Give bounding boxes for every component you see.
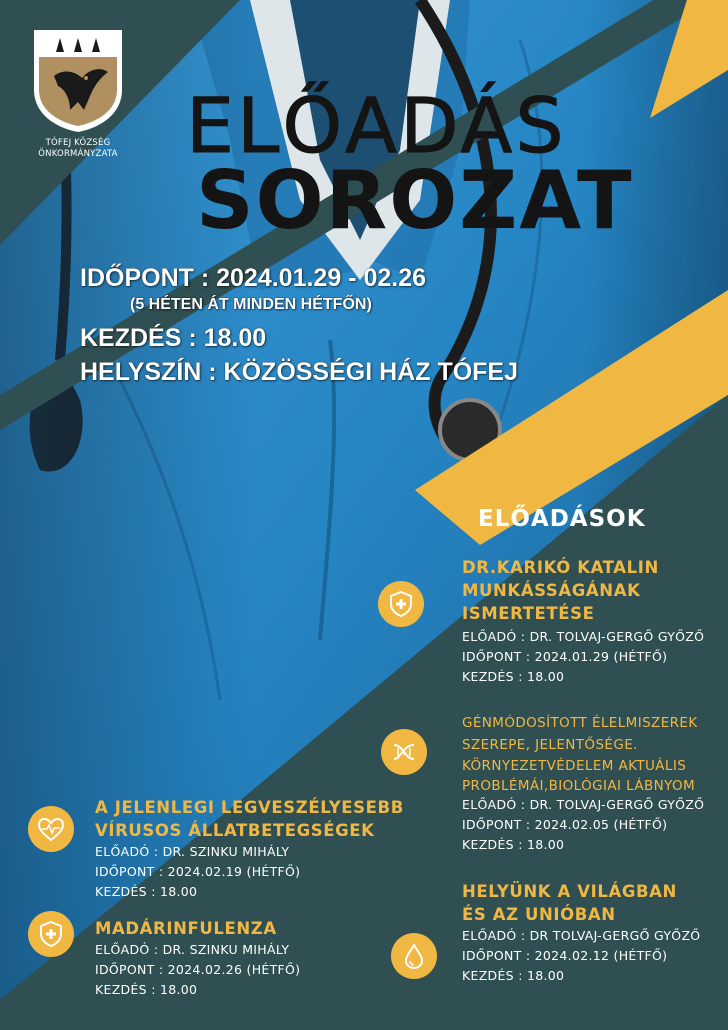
- lecture-2-start: KEZDÉS : 18.00: [462, 837, 565, 852]
- logo-caption-line2: ÖNKORMÁNYZATA: [38, 149, 118, 159]
- lecture-2-title-line3: KÖRNYEZETVÉDELEM AKTUÁLIS: [462, 758, 687, 774]
- lecture-3-date: IDŐPONT : 2024.02.12 (HÉTFŐ): [462, 948, 668, 963]
- lecture-4-date: IDŐPONT : 2024.02.19 (HÉTFŐ): [95, 864, 301, 879]
- lecture-5-presenter: ELŐADÓ : DR. SZINKU MIHÁLY: [95, 942, 290, 957]
- event-venue: HELYSZÍN : KÖZÖSSÉGI HÁZ TÓFEJ: [80, 358, 519, 386]
- heart-pulse-icon: [28, 806, 74, 852]
- lecture-2-title-line2: SZEREPE, JELENTŐSÉGE.: [462, 737, 638, 753]
- lecture-3-title-line1: HELYÜNK A VILÁGBAN: [462, 882, 677, 901]
- shield-cross-icon: [378, 581, 424, 627]
- lecture-4-start: KEZDÉS : 18.00: [95, 884, 198, 899]
- lecture-1-title-line2: MUNKÁSSÁGÁNAK: [462, 581, 641, 600]
- event-date: IDŐPONT : 2024.01.29 - 02.26: [80, 264, 427, 292]
- lecture-4-title-line1: A JELENLEGI LEGVESZÉLYESEBB: [95, 798, 404, 817]
- lecture-3-title-line2: ÉS AZ UNIÓBAN: [462, 905, 616, 924]
- title-line1: ELŐADÁS: [186, 81, 567, 170]
- lecture-1-presenter: ELŐADÓ : DR. TOLVAJ-GERGŐ GYŐZŐ: [462, 629, 705, 644]
- drop-icon: [391, 933, 437, 979]
- dna-icon: [381, 729, 427, 775]
- lecture-3-presenter: ELŐADÓ : DR TOLVAJ-GERGŐ GYŐZŐ: [462, 928, 701, 943]
- lecture-2-presenter: ELŐADÓ : DR. TOLVAJ-GERGŐ GYŐZŐ: [462, 797, 705, 812]
- shield-cross-icon: [28, 911, 74, 957]
- title-line2: SOROZAT: [196, 154, 634, 247]
- lecture-4-presenter: ELŐADÓ : DR. SZINKU MIHÁLY: [95, 844, 290, 859]
- lecture-3-start: KEZDÉS : 18.00: [462, 968, 565, 983]
- lecture-1-title-line1: DR.KARIKÓ KATALIN: [462, 558, 659, 577]
- logo-caption-line1: TÓFEJ KÖZSÉG: [45, 138, 111, 148]
- lecture-2-date: IDŐPONT : 2024.02.05 (HÉTFŐ): [462, 817, 668, 832]
- event-date-note: (5 HÉTEN ÁT MINDEN HÉTFŐN): [130, 296, 372, 313]
- lecture-4-title-line2: VÍRUSOS ÁLLATBETEGSÉGEK: [95, 821, 375, 840]
- lecture-2-title-line4: PROBLÉMÁI,BIOLÓGIAI LÁBNYOM: [462, 778, 696, 794]
- lecture-2-title-line1: GÉNMÓDOSÍTOTT ÉLELMISZEREK: [462, 715, 698, 731]
- lecture-1-start: KEZDÉS : 18.00: [462, 669, 565, 684]
- lecture-5-date: IDŐPONT : 2024.02.26 (HÉTFŐ): [95, 962, 301, 977]
- lecture-1-title-line3: ISMERTETÉSE: [462, 604, 595, 623]
- lecture-5-start: KEZDÉS : 18.00: [95, 982, 198, 997]
- coat-of-arms-logo: [30, 26, 126, 134]
- event-start: KEZDÉS : 18.00: [80, 324, 267, 352]
- section-title: ELŐADÁSOK: [478, 506, 646, 532]
- lecture-1-date: IDŐPONT : 2024.01.29 (HÉTFŐ): [462, 649, 668, 664]
- lecture-5-title-line1: MADÁRINFULENZA: [95, 919, 277, 938]
